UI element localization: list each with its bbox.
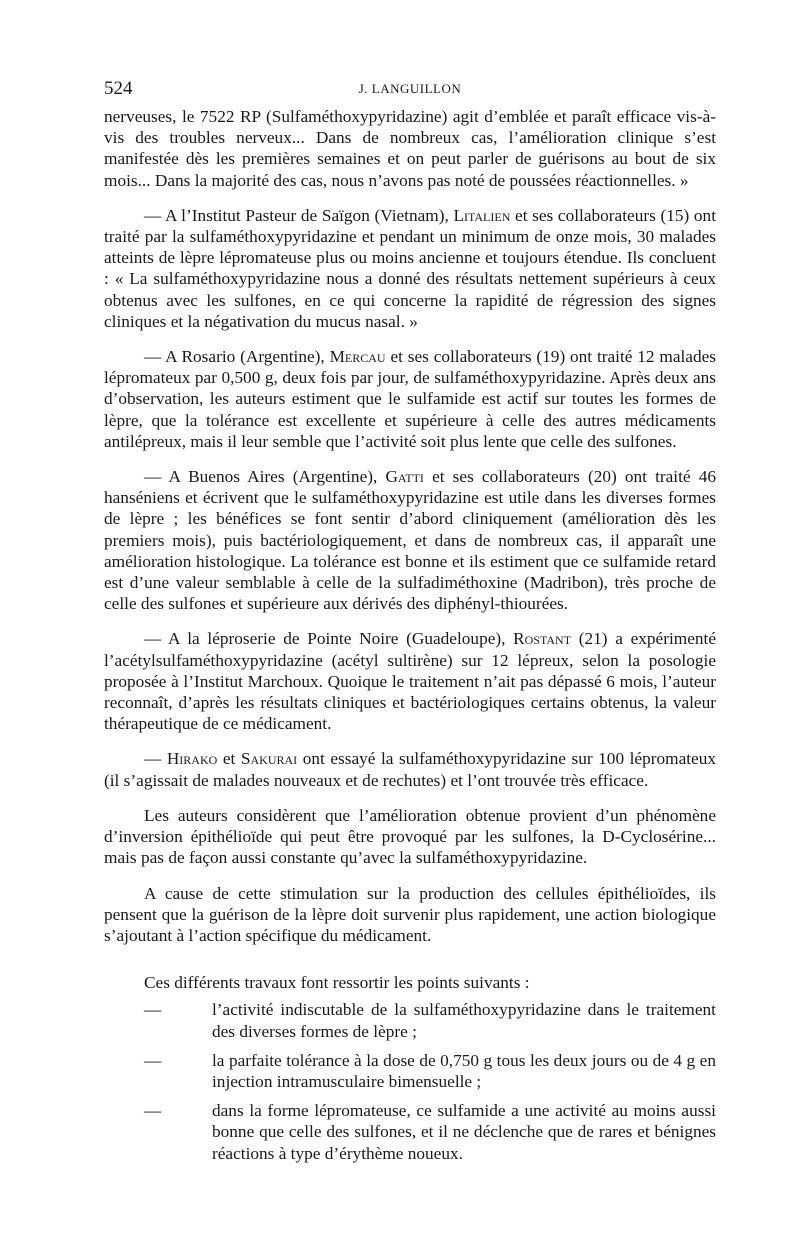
list-intro: Ces différents travaux font ressortir les points suivants : — [144, 973, 530, 993]
list-item — [144, 1050, 716, 1092]
list-item-text: l’activité indiscutable de la sulfaméthoxypyridazine dans le traitement des diverses formes de lèpre ; — [212, 1000, 716, 1041]
paragraph-text: ont essayé la sulfaméthoxypyridazine sur 100 lépromateux (il s’agissait de malades nouveaux et de rechutes) et l’ont trouvée très efficace. — [104, 749, 716, 790]
page — [104, 78, 716, 1172]
paragraph-text: et — [217, 749, 241, 769]
paragraph-7: Les auteurs considèrent que l’amélioration obtenue provient d’un phénomène d’inversion épithélioïde qui peut être provoqué par les sulfones, la D-Cyclosérine... mais pas de façon aussi constante qu’avec la sulfaméthoxypyridazine. — [104, 805, 716, 868]
list-item — [144, 999, 716, 1041]
paragraph-text: — — [144, 749, 167, 769]
running-head: J. LANGUILLON — [358, 81, 462, 96]
paragraph-hirako-sakurai — [104, 748, 716, 790]
paragraph-8: A cause de cette stimulation sur la production des cellules épithélioïdes, ils pensent que la guérison de la lèpre doit survenir plus rapidement, une action biologique s’ajoutant à l’action spécifique du médicament. — [104, 883, 716, 945]
paragraph-text: — A la léproserie de Pointe Noire (Guadeloupe), — [144, 629, 514, 649]
paragraph-text: — A Rosario (Argentine), — [144, 347, 330, 367]
paragraph-text: — A Buenos Aires (Argentine), — [144, 467, 386, 487]
paragraph-mercau — [104, 346, 716, 452]
page-number: 524 — [104, 78, 133, 99]
author-name: Gatti — [385, 467, 424, 487]
list-item-text: dans la forme lépromateuse, ce sulfamide a une activité au moins aussi bonne que celle des sulfones, et il ne déclenche que de rares et bénignes réactions à type d’érythème noueux. — [212, 1101, 716, 1163]
dash-marker: — — [144, 1000, 162, 1020]
paragraph-text: et ses collaborateurs (15) ont traité par la sulfaméthoxypyridazine et pendant un minimum de onze mois, 30 malades atteints de lèpre lépromateuse plus ou moins ancienne et toujours étendue. Ils concluent : « La sulfaméthoxypyridazine nous a donné des résultats nettement supérieurs à ceux obtenus avec les sulfones, en ce qui concerne la rapidité de régression des signes cliniques et la négativation du mucus nasal. » — [104, 205, 716, 331]
paragraph-text: (21) a expérimenté l’acétylsulfaméthoxypyridazine (acétyl sultirène) sur 12 lépreux, selon la posologie proposée à l’Institut Marchoux. Quoique le traitement n’ait pas dépassé 6 mois, l’auteur reconnaît, d’après les résultats cliniques et bactériologiques certains obtenus, la valeur thérapeutique de ce médicament. — [104, 629, 717, 734]
dash-marker: — — [144, 1101, 162, 1121]
paragraph-text: et ses collaborateurs (19) ont traité 12 malades lépromateux par 0,500 g, deux fois par jour, de sulfaméthoxypyridazine. Après deux ans d’observation, les auteurs estiment que le sulfamide est actif sur toutes les formes de lèpre, que la tolérance est excellente et supérieure à celle des autres médicaments antilépreux, mais il leur semble que l’activité soit plus lente que celle des sulfones. — [104, 347, 717, 451]
list-item-text: la parfaite tolérance à la dose de 0,750 g tous les deux jours ou de 4 g en injection intramusculaire bimensuelle ; — [212, 1050, 716, 1091]
author-name: Sakurai — [240, 749, 298, 769]
paragraph-rostant — [104, 628, 716, 734]
paragraph-text: et ses collaborateurs (20) ont traité 46 hanséniens et écrivent que le sulfaméthoxypyridazine est utile dans les diverses formes de lèpre ; les bénéfices se font sentir d’abord cliniquement (amélioration dès les premiers mois), puis bactériologiquement, et dans de nombreux cas, il apparaît une amélioration histologique. La tolérance est bonne et ils estiment que ce sulfamide retard est d’une valeur semblable à celle de la sulfadiméthoxine (Madribon), très proche de celle des sulfones et supérieure aux dérivés des diphényl-thiourées. — [104, 467, 716, 614]
paragraph-text: — A l’Institut Pasteur de Saïgon (Vietnam), — [144, 205, 454, 225]
author-name: Mercau — [329, 347, 386, 367]
author-name: Rostant — [513, 629, 572, 649]
paragraph-gatti — [104, 466, 716, 614]
author-name: Hirako — [166, 749, 218, 769]
list-item — [144, 1100, 716, 1164]
author-name: Litalien — [453, 205, 511, 225]
page-header — [104, 78, 716, 106]
dash-marker: — — [144, 1050, 162, 1070]
body-text — [104, 106, 716, 1164]
paragraph-litalien — [104, 205, 716, 332]
paragraph-1: nerveuses, le 7522 RP (Sulfaméthoxypyridazine) agit d’emblée et paraît efficace vis-à-vis des troubles nerveux... Dans de nombreux cas, l’amélioration clinique s’est manifestée dès les premières semaines et on peut parler de guérisons au bout de six mois... Dans la majorité des cas, nous n’avons pas noté de poussées réactionnelles. » — [104, 107, 716, 190]
